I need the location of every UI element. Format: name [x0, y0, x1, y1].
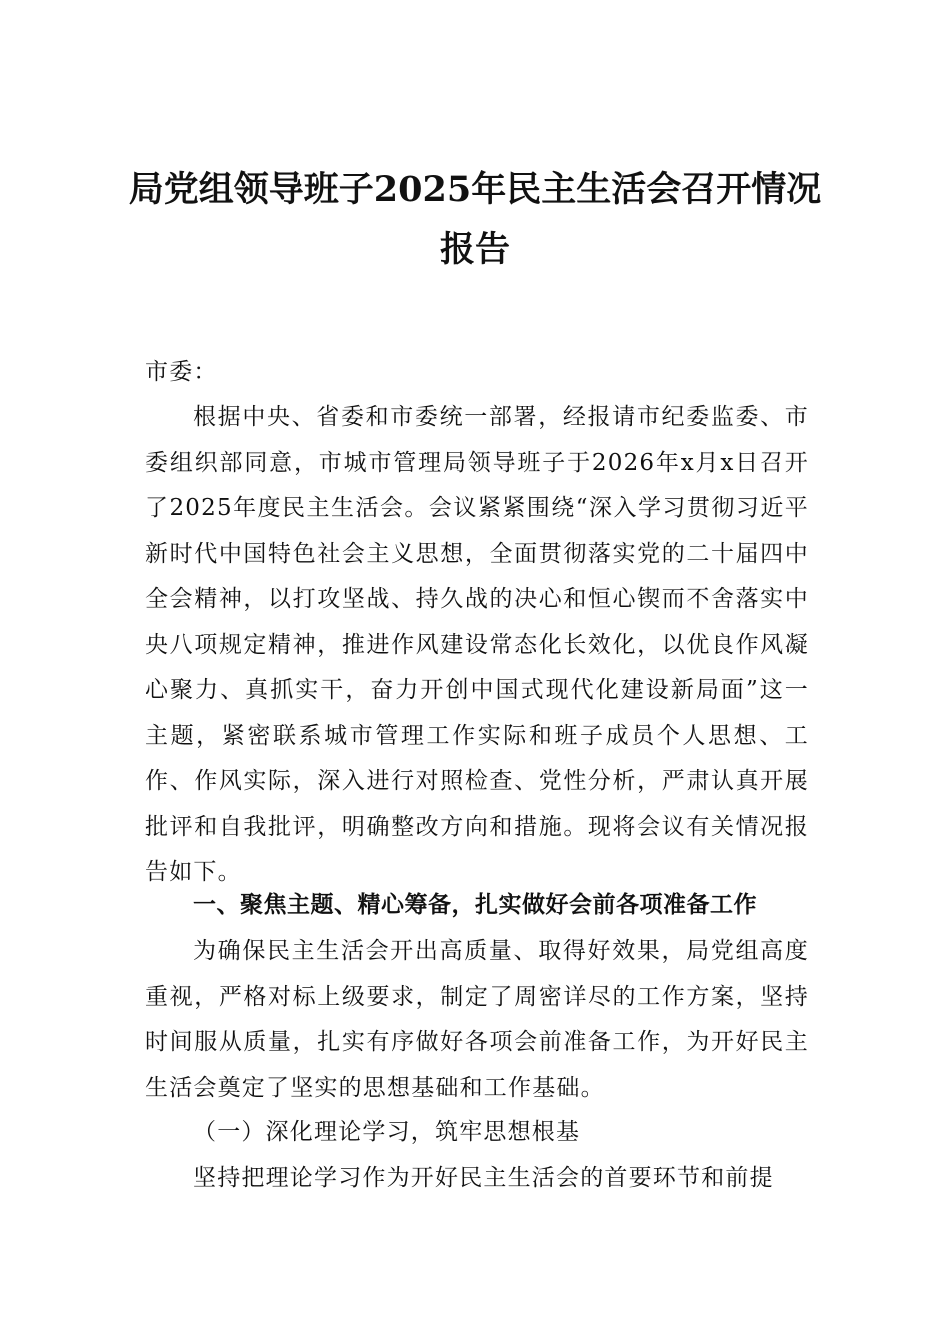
paragraph-intro: 根据中央、省委和市委统一部署，经报请市纪委监委、市委组织部同意，市城市管理局领导班子于2026年x月x日召开了2025年度民主生活会。会议紧紧围绕“深入学习贯彻习近平新时代中国特色社会主义思想，全面贯彻落实党的二十届四中全会精神，以打攻坚战、持久战的决心和恒心锲而不舍落实中央八项规定精神，推进作风建设常态化长效化，以优良作风凝心聚力、真抓实干，奋力开创中国式现代化建设新局面”这一主题，紧密联系城市管理工作实际和班子成员个人思想、工作、作风实际，深入进行对照检查、党性分析，严肃认真开展批评和自我批评，明确整改方向和措施。现将会议有关情况报告如下。 [145, 404, 809, 885]
subsection-heading-1: （一）深化理论学习，筑牢思想根基 [193, 1119, 581, 1145]
paragraph-subsection-1: 坚持把理论学习作为开好民主生活会的首要环节和前提 [193, 1165, 774, 1191]
paragraph-section-1: 为确保民主生活会开出高质量、取得好效果，局党组高度重视，严格对标上级要求，制定了周密详尽的工作方案，坚持时间服从质量，扎实有序做好各项会前准备工作，为开好民主生活会奠定了坚实的思想基础和工作基础。 [145, 938, 809, 1101]
section-heading-1: 一、聚焦主题、精心筹备，扎实做好会前各项准备工作 [193, 892, 757, 918]
document-title: 局党组领导班子2025年民主生活会召开情况报告 [128, 169, 822, 270]
salutation: 市委： [145, 359, 218, 385]
